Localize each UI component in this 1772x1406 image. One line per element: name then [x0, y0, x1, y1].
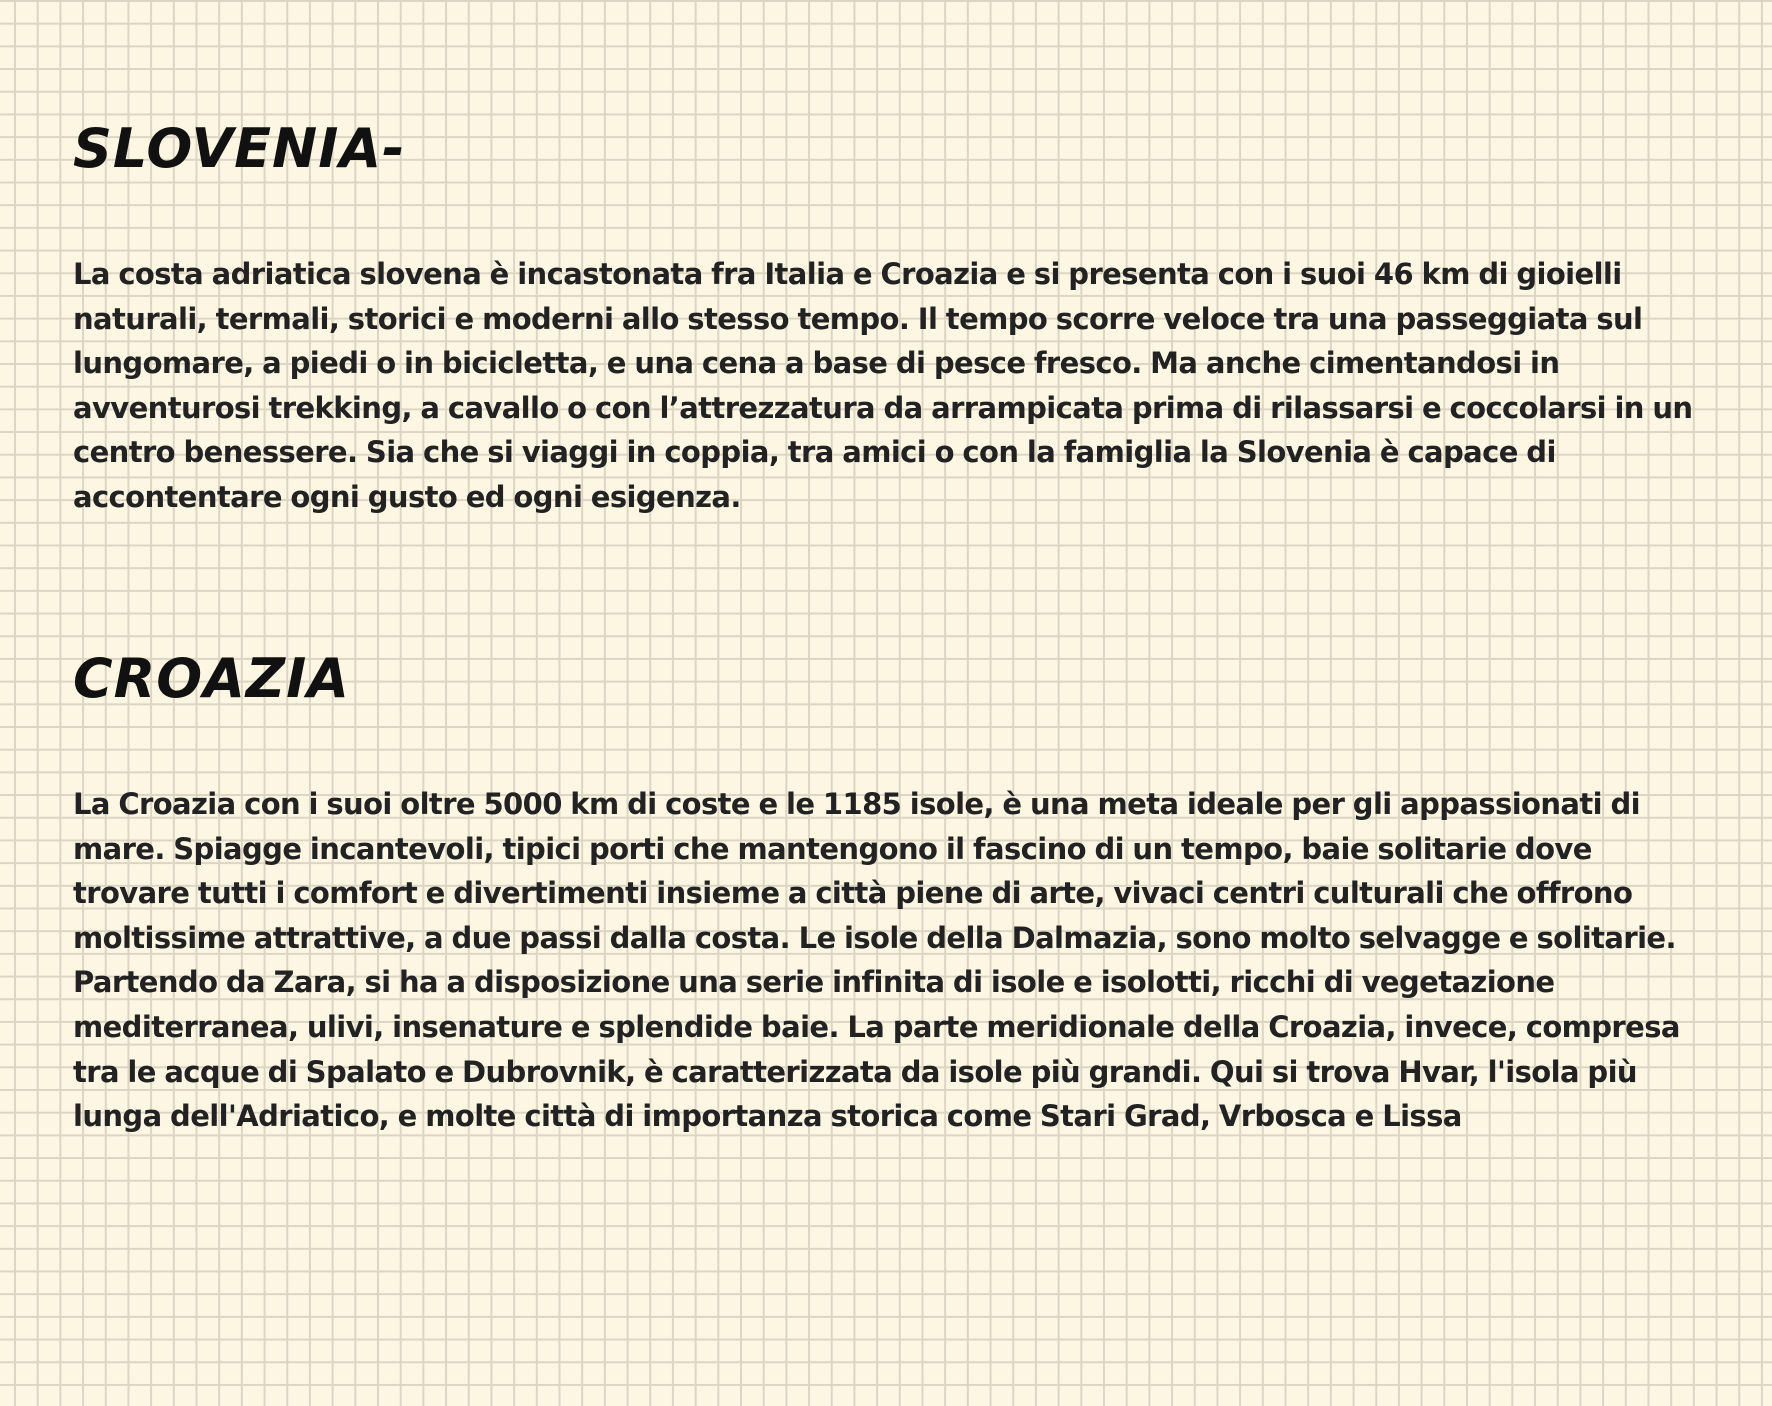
section-title-croazia: CROAZIA: [73, 647, 350, 710]
section-title-slovenia: SLOVENIA-: [73, 117, 406, 180]
page-content: [73, 0, 1713, 1406]
section-body-croazia: La Croazia con i suoi oltre 5000 km di coste e le 1185 isole, è una meta ideale per gli appassionati di mare. Spiagge incantevoli, tipici porti che mantengono il fascino di un tempo, baie solitarie dove trovare tutti i comfort e divertimenti insieme a città piene di arte, vivaci centri culturali che offrono moltissime attrattive, a due passi dalla costa. Le isole della Dalmazia, sono molto selvagge e solitarie. Partendo da Zara, si ha a disposizione una serie infinita di isole e isolotti, ricchi di vegetazione mediterranea, ulivi, insenature e splendide baie. La parte meridionale della Croazia, invece, compresa tra le acque di Spalato e Dubrovnik, è caratterizzata da isole più grandi. Qui si trova Hvar, l'isola più lunga dell'Adriatico, e molte città di importanza storica come Stari Grad, Vrbosca e Lissa: [73, 787, 1680, 1134]
section-body-slovenia: La costa adriatica slovena è incastonata fra Italia e Croazia e si presenta con i suoi 46 km di gioielli naturali, termali, storici e moderni allo stesso tempo. Il tempo scorre veloce tra una passeggiata sul lungomare, a piedi o in bicicletta, e una cena a base di pesce fresco. Ma anche cimentandosi in avventurosi trekking, a cavallo o con l’attrezzatura da arrampicata prima di rilassarsi e coccolarsi in un centro benessere. Sia che si viaggi in coppia, tra amici o con la famiglia la Slovenia è capace di accontentare ogni gusto ed ogni esigenza.: [73, 257, 1693, 514]
